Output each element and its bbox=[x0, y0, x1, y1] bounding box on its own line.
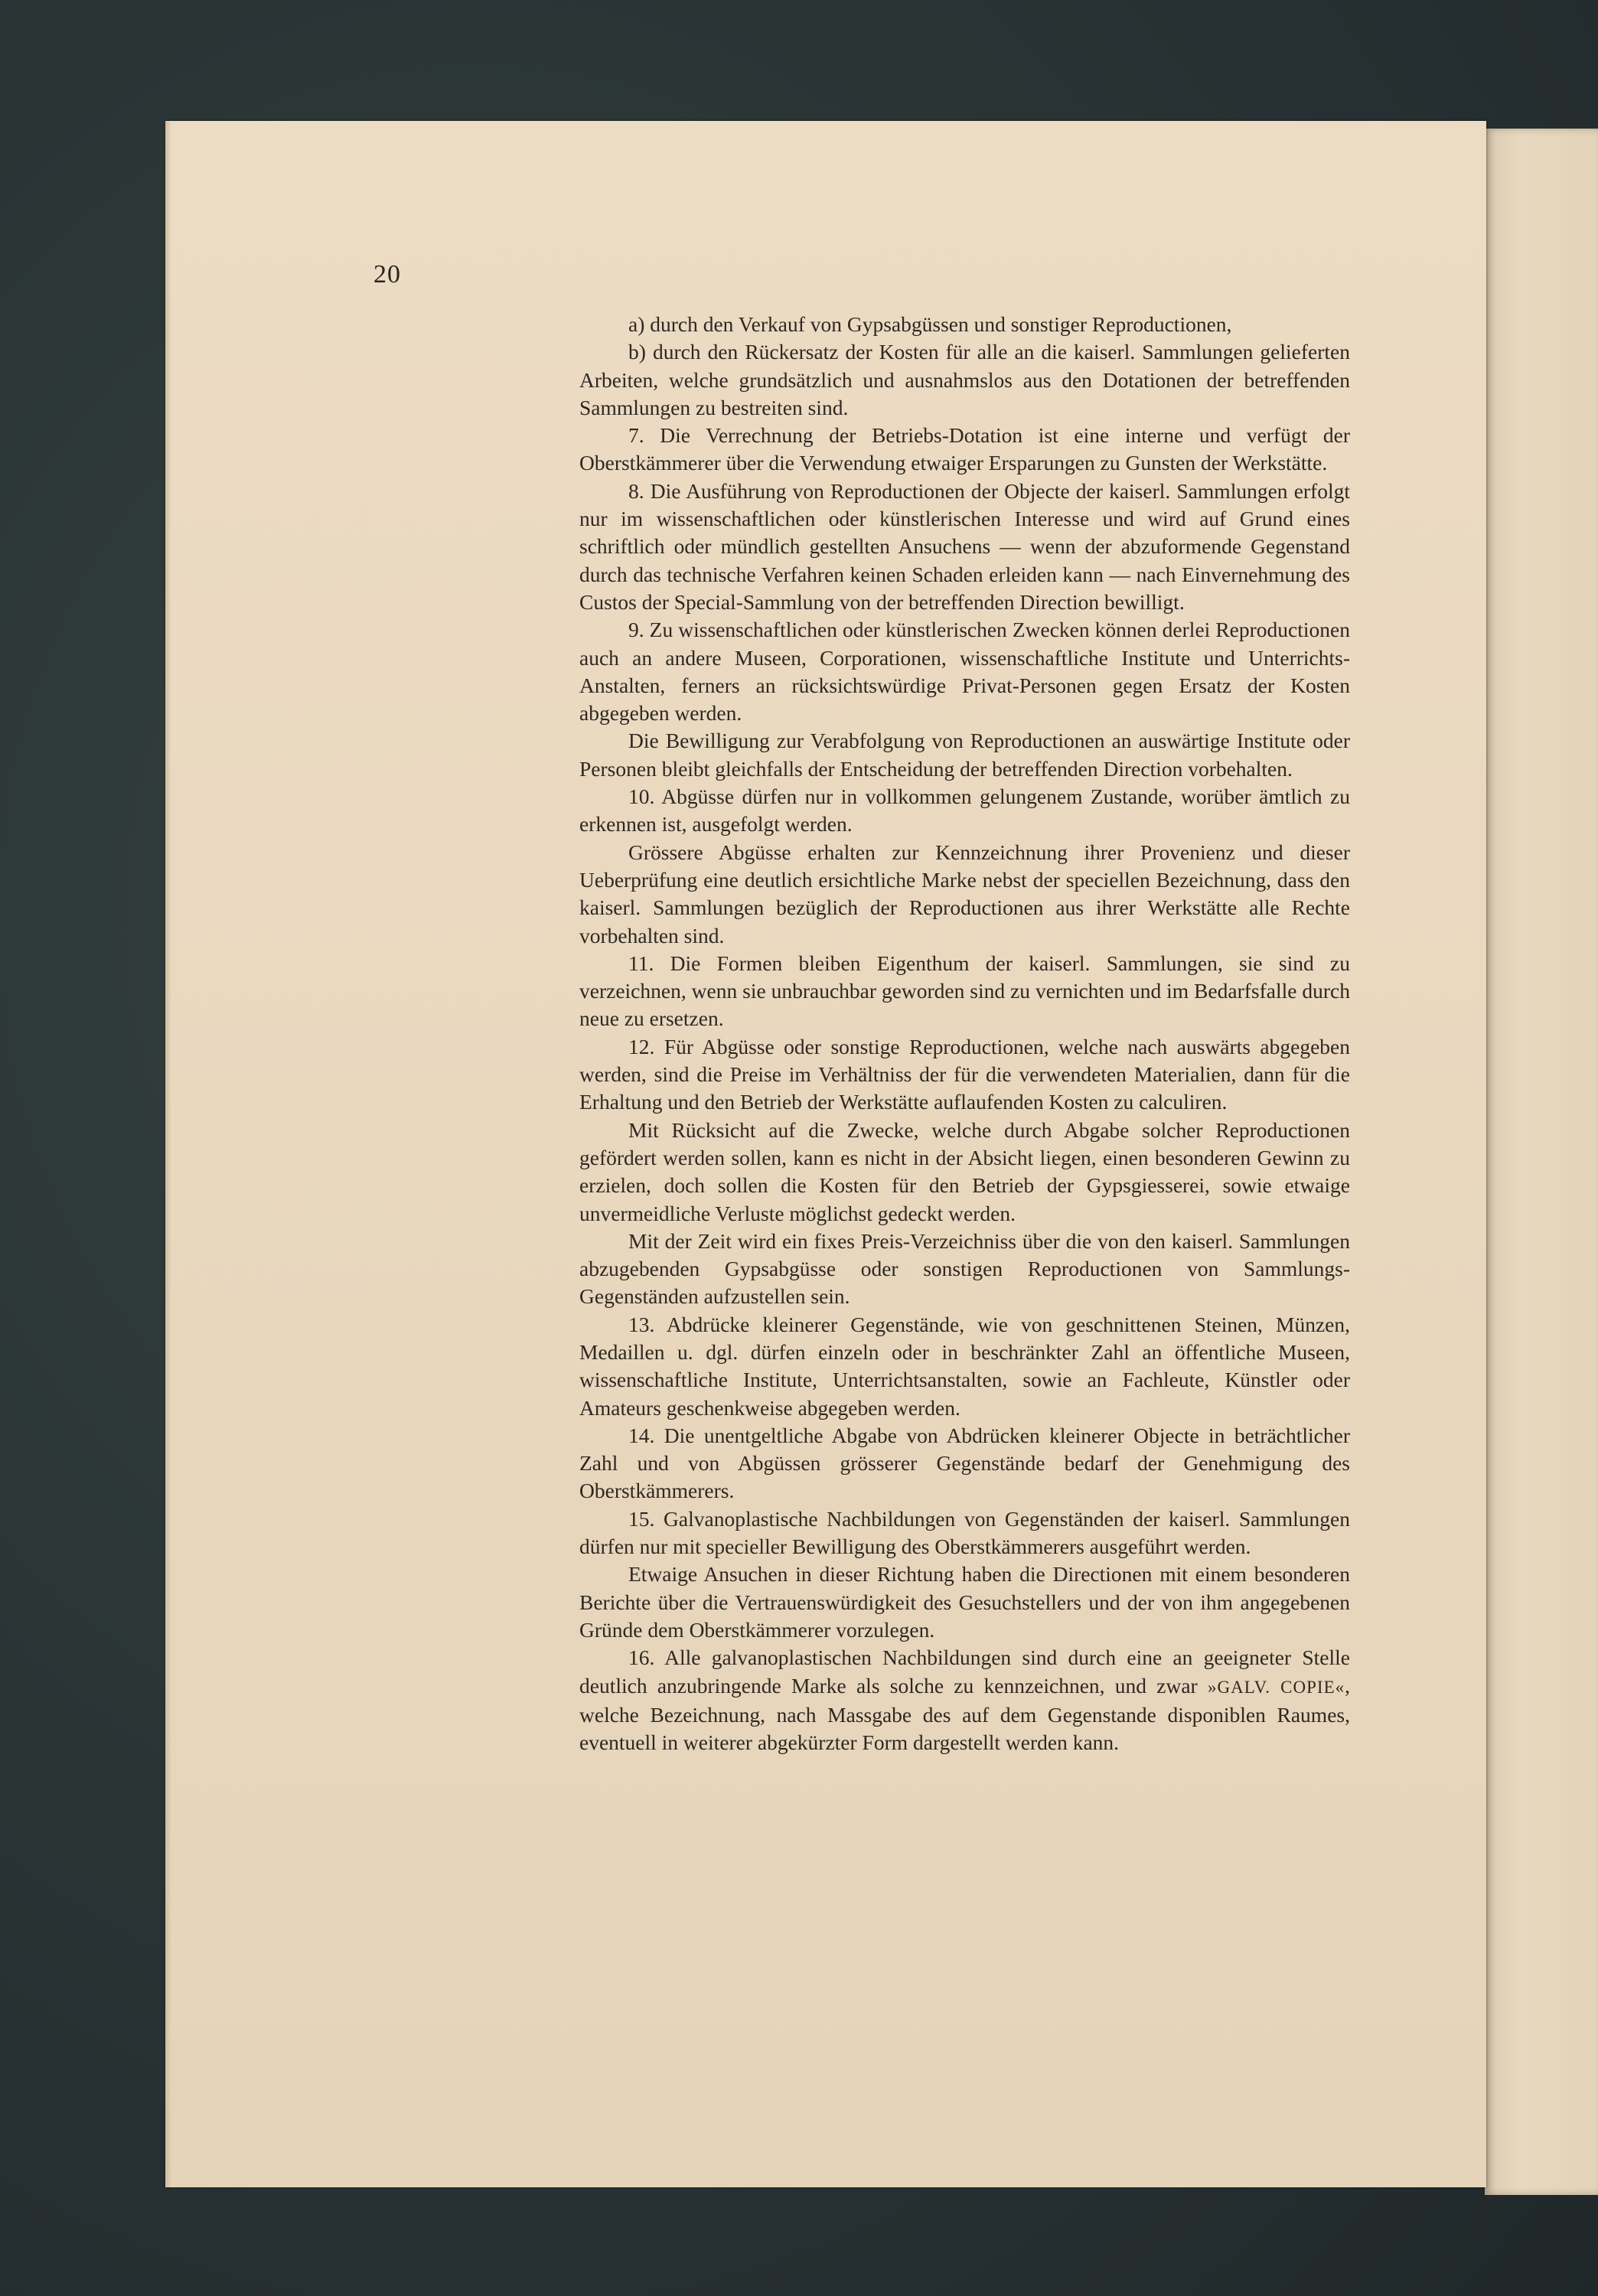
paragraph: 8. Die Ausführung von Reproductionen der Objecte der kaiserl. Sammlungen erfolgt nur im wissenschaftlichen oder künstlerischen Interesse und wird auf Grund eines schriftlich oder mündlich gestellten Ansuchens — wenn der abzuformende Gegenstand durch das technische Verfahren keinen Schaden erleiden kann — nach Einvernehmung des Custos der Special-Sammlung von der betreffenden Direction bewilligt. bbox=[579, 478, 1350, 614]
page-shadow-edge bbox=[165, 121, 171, 2187]
paragraph: a) durch den Verkauf von Gypsabgüssen und sonstiger Reproductionen, bbox=[628, 312, 1232, 336]
paragraph: Mit Rücksicht auf die Zwecke, welche durch Abgabe solcher Reproductionen gefördert werden sollen, kann es nicht in der Absicht liegen, einen besonderen Gewinn zu erzielen, doch sollen die Kosten für den Betrieb der Gypsgiesserei, sowie etwaige unvermeidliche Verluste möglichst gedeckt werden. bbox=[579, 1117, 1350, 1225]
galv-copie-mark: »GALV. COPIE« bbox=[1208, 1677, 1345, 1697]
paragraph-16 bbox=[579, 1644, 1350, 1756]
paragraph: 13. Abdrücke kleinerer Gegenstände, wie von geschnittenen Steinen, Münzen, Medaillen u. dgl. dürfen einzeln oder in beschränkter Zahl an öffentliche Museen, wissenschaftliche Institute, Unterrichtsanstalten, sowie an Fachleute, Künstler oder Amateurs geschenkweise abgegeben werden. bbox=[579, 1312, 1350, 1420]
page-number: 20 bbox=[373, 260, 401, 289]
paragraph: 7. Die Verrechnung der Betriebs-Dotation ist eine interne und verfügt der Oberstkämmerer über die Verwendung etwaiger Ersparungen zu Gunsten der Werkstätte. bbox=[579, 423, 1350, 475]
paragraph: Die Bewilligung zur Verabfolgung von Reproductionen an auswärtige Institute oder Personen bleibt gleichfalls der Entscheidung der betreffenden Direction vorbehalten. bbox=[579, 729, 1350, 781]
paragraph: 15. Galvanoplastische Nachbildungen von Gegenständen der kaiserl. Sammlungen dürfen nur mit specieller Bewilligung des Oberstkämmerers ausgeführt werden. bbox=[579, 1506, 1350, 1559]
paragraph: Etwaige Ansuchen in dieser Richtung haben die Directionen mit einem besonderen Berichte über die Vertrauenswürdigkeit des Gesuchstellers und der von ihm angegebenen Gründe dem Oberstkämmerer vorzulegen. bbox=[579, 1562, 1350, 1642]
body-text bbox=[579, 311, 1350, 1756]
paragraph: 12. Für Abgüsse oder sonstige Reproductionen, welche nach auswärts abgegeben werden, sind die Preise im Verhältniss der für die verwendeten Materialien, dann für die Erhaltung und den Betrieb der Werkstätte auflaufenden Kosten zu calculiren. bbox=[579, 1034, 1350, 1114]
paragraph: 11. Die Formen bleiben Eigenthum der kaiserl. Sammlungen, sie sind zu verzeichnen, wenn sie unbrauchbar geworden sind zu vernichten und im Bedarfsfalle durch neue zu ersetzen. bbox=[579, 951, 1350, 1031]
paragraph: 9. Zu wissenschaftlichen oder künstlerischen Zwecken können derlei Reproductionen auch an andere Museen, Corporationen, wissenschaftliche Institute und Unterrichts-Anstalten, ferners an rücksichtswürdige Privat-Personen gegen Ersatz der Kosten abgegeben werden. bbox=[579, 618, 1350, 726]
paragraph-16-lead: 16. Alle galvanoplastischen Nachbildungen sind durch eine an geeigneter Stelle deutlich anzubringende Marke als solche zu kennzeichnen, und zwar bbox=[579, 1645, 1350, 1698]
adjacent-page-edge bbox=[1485, 129, 1598, 2195]
paragraph: Mit der Zeit wird ein fixes Preis-Verzeichniss über die von den kaiserl. Sammlungen abzugebenden Gypsabgüsse oder sonstigen Reproductionen von Sammlungs-Gegenständen aufzustellen sein. bbox=[579, 1228, 1350, 1309]
paragraph: Grössere Abgüsse erhalten zur Kennzeichnung ihrer Provenienz und dieser Ueberprüfung eine deutlich ersichtliche Marke nebst der speciellen Bezeichnung, dass den kaiserl. Sammlungen bezüglich der Reproductionen aus ihrer Werkstätte alle Rechte vorbehalten sind. bbox=[579, 840, 1350, 947]
paragraph: b) durch den Rückersatz der Kosten für alle an die kaiserl. Sammlungen gelieferten Arbeiten, welche grundsätzlich und ausnahmslos aus den Dotationen der betreffenden Sammlungen zu bestreiten sind. bbox=[579, 340, 1350, 419]
paragraph: 10. Abgüsse dürfen nur in vollkommen gelungenem Zustande, worüber ämtlich zu erkennen ist, ausgefolgt werden. bbox=[579, 784, 1350, 837]
paragraph-16-rest: , welche Bezeichnung, nach Massgabe des auf dem Gegenstande disponiblen Raumes, eventuell in weiterer abgekürzter Form dargestellt werden kann. bbox=[579, 1673, 1351, 1755]
paragraph: 14. Die unentgeltliche Abgabe von Abdrücken kleinerer Objecte in beträchtlicher Zahl und von Abgüssen grösserer Gegenstände bedarf der Genehmigung des Oberstkämmerers. bbox=[579, 1423, 1350, 1503]
